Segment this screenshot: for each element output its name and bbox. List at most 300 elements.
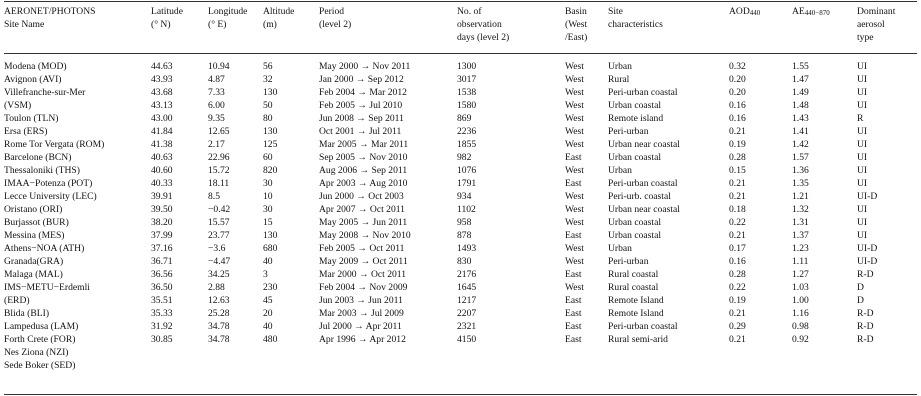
table-row [4, 320, 911, 333]
cell-altitude: 80 [263, 113, 273, 124]
cell-altitude: 130 [263, 87, 278, 98]
cell-latitude: 40.33 [151, 178, 173, 189]
cell-aod: 0.22 [729, 217, 746, 228]
cell-latitude: 31.92 [151, 321, 173, 332]
cell-longitude: 12.63 [208, 295, 230, 306]
cell-longitude: 2.88 [208, 282, 225, 293]
table-row [4, 56, 911, 73]
cell-longitude: 4.87 [208, 74, 225, 85]
cell-latitude: 39.91 [151, 191, 173, 202]
header-latitude: Latitude (° N) [151, 6, 183, 30]
cell-longitude: −0.42 [208, 204, 231, 215]
cell-latitude: 30.85 [151, 334, 173, 345]
cell-altitude: 50 [263, 100, 273, 111]
cell-aod: 0.15 [729, 165, 746, 176]
cell-longitude [208, 346, 263, 359]
cell-site-name: Athens−NOA (ATH) [4, 243, 85, 254]
cell-ae: 1.37 [792, 230, 809, 241]
cell-site-characteristics: Urban [608, 61, 632, 72]
cell-period: Apr 2007 → Oct 2011 [319, 204, 405, 215]
cell-observation-days: 982 [457, 152, 472, 163]
header-aerosol-type: Dominant aerosol type [857, 6, 896, 43]
cell-altitude: 130 [263, 230, 278, 241]
cell-site-name: IMAA−Potenza (POT) [4, 178, 93, 189]
cell-period: Apr 2003 → Aug 2010 [319, 178, 408, 189]
table-row [4, 125, 911, 138]
cell-site-characteristics: Urban [608, 165, 632, 176]
cell-aod [729, 346, 792, 359]
cell-site-characteristics: Urban near coastal [608, 139, 680, 150]
cell-site-characteristics: Remote island [608, 113, 664, 124]
cell-observation-days: 1493 [457, 243, 477, 254]
cell-aod: 0.21 [729, 178, 746, 189]
cell-aerosol-type: UI [857, 139, 868, 150]
cell-aod: 0.18 [729, 204, 746, 215]
cell-basin [565, 359, 608, 372]
cell-site-characteristics: Urban [608, 243, 632, 254]
cell-altitude: 680 [263, 243, 278, 254]
cell-period: Mar 2003 → Jul 2009 [319, 308, 404, 319]
cell-period: May 2009 → Oct 2011 [319, 256, 408, 267]
cell-basin: West [565, 217, 584, 228]
table-row [4, 346, 911, 359]
cell-observation-days: 4150 [457, 334, 477, 345]
cell-altitude: 130 [263, 126, 278, 137]
cell-altitude: 3 [263, 269, 268, 280]
cell-site-name: Ersa (ERS) [4, 126, 48, 137]
cell-observation-days: 2207 [457, 308, 477, 319]
table-row [4, 112, 911, 125]
cell-latitude [151, 346, 208, 359]
cell-site-characteristics [608, 359, 729, 372]
cell-ae: 1.00 [792, 295, 809, 306]
cell-site-name: Blida (BLI) [4, 308, 50, 319]
cell-latitude: 36.50 [151, 282, 173, 293]
cell-altitude: 10 [263, 191, 273, 202]
cell-longitude: 34.78 [208, 321, 230, 332]
table-header-row [4, 2, 911, 56]
cell-latitude: 40.63 [151, 152, 173, 163]
table-row [4, 268, 911, 281]
cell-ae: 1.23 [792, 243, 809, 254]
cell-altitude: 820 [263, 165, 278, 176]
cell-longitude [208, 359, 263, 372]
cell-observation-days: 1645 [457, 282, 477, 293]
cell-altitude: 45 [263, 295, 273, 306]
cell-altitude: 30 [263, 178, 273, 189]
cell-longitude: 12.65 [208, 126, 230, 137]
header-aod: $AOD_{440}$ [729, 6, 761, 17]
cell-period [319, 359, 457, 372]
cell-aerosol-type: UI [857, 204, 868, 215]
cell-site-name: Avignon (AVI) [4, 74, 62, 85]
cell-site-name: Lecce University (LEC) [4, 191, 97, 202]
table-row [4, 333, 911, 346]
cell-site-characteristics: Peri-urban [608, 256, 649, 267]
cell-observation-days: 878 [457, 230, 472, 241]
cell-latitude: 43.93 [151, 74, 173, 85]
table-bottom-rule [4, 394, 917, 395]
cell-observation-days: 869 [457, 113, 472, 124]
cell-altitude: 40 [263, 321, 273, 332]
cell-aerosol-type: R-D [857, 321, 874, 332]
cell-period: Jun 2000 → Oct 2003 [319, 191, 404, 202]
table-row [4, 190, 911, 203]
cell-latitude: 35.51 [151, 295, 173, 306]
table-row [4, 164, 911, 177]
table-row [4, 203, 911, 216]
cell-basin: West [565, 100, 584, 111]
cell-site-name: Barcelone (BCN) [4, 152, 72, 163]
cell-ae: 1.32 [792, 204, 809, 215]
cell-observation-days: 1300 [457, 61, 477, 72]
table-row [4, 177, 911, 190]
cell-period: May 2000 → Nov 2011 [319, 61, 411, 72]
cell-latitude: 39.50 [151, 204, 173, 215]
cell-basin: West [565, 74, 584, 85]
cell-period: May 2005 → Jun 2011 [319, 217, 408, 228]
cell-aerosol-type [857, 359, 911, 372]
aeronet-sites-table [4, 2, 911, 372]
cell-aerosol-type: D [857, 282, 864, 293]
table-row [4, 242, 911, 255]
cell-observation-days [457, 346, 565, 359]
cell-site-characteristics: Urban near coastal [608, 204, 680, 215]
cell-observation-days: 1076 [457, 165, 477, 176]
cell-longitude: −3.6 [208, 243, 226, 254]
cell-latitude: 43.13 [151, 100, 173, 111]
cell-basin: East [565, 295, 582, 306]
cell-observation-days: 2321 [457, 321, 477, 332]
cell-site-characteristics: Remote Island [608, 295, 664, 306]
cell-ae: 1.57 [792, 152, 809, 163]
cell-period: Mar 2005 → Mar 2011 [319, 139, 409, 150]
cell-site-name: Malaga (MAL) [4, 269, 63, 280]
cell-latitude: 40.60 [151, 165, 173, 176]
cell-observation-days: 2236 [457, 126, 477, 137]
cell-ae: 1.35 [792, 178, 809, 189]
cell-longitude: 25.28 [208, 308, 230, 319]
cell-site-name: Burjassot (BUR) [4, 217, 69, 228]
cell-aerosol-type: UI-D [857, 191, 878, 202]
cell-period: Apr 1996 → Apr 2012 [319, 334, 406, 345]
cell-aod: 0.21 [729, 191, 746, 202]
cell-aerosol-type: UI [857, 152, 868, 163]
cell-observation-days: 934 [457, 191, 472, 202]
cell-altitude: 480 [263, 334, 278, 345]
cell-altitude: 60 [263, 152, 273, 163]
cell-site-characteristics: Peri-urban coastal [608, 321, 678, 332]
cell-longitude: 18.11 [208, 178, 230, 189]
table-body [4, 56, 911, 372]
cell-basin: East [565, 152, 582, 163]
cell-aerosol-type: UI [857, 230, 868, 241]
cell-ae: 1.48 [792, 100, 809, 111]
cell-basin: West [565, 113, 584, 124]
cell-aod: 0.22 [729, 282, 746, 293]
cell-longitude: 34.25 [208, 269, 230, 280]
cell-aod: 0.19 [729, 295, 746, 306]
cell-observation-days: 1580 [457, 100, 477, 111]
table-row [4, 216, 911, 229]
cell-latitude: 41.84 [151, 126, 173, 137]
cell-site-name: Nes Ziona (NZI) [4, 347, 69, 358]
cell-aod: 0.16 [729, 100, 746, 111]
cell-aerosol-type: R [857, 113, 864, 124]
cell-longitude: 2.17 [208, 139, 225, 150]
cell-site-name: (VSM) [4, 100, 32, 111]
cell-aod: 0.16 [729, 256, 746, 267]
cell-longitude: 15.57 [208, 217, 230, 228]
cell-aerosol-type: D [857, 295, 864, 306]
cell-ae: 1.03 [792, 282, 809, 293]
cell-basin: East [565, 334, 582, 345]
header-site-name: AERONET/PHOTONS Site Name [4, 6, 96, 30]
header-basin: Basin (West /East) [565, 6, 588, 43]
cell-observation-days: 3017 [457, 74, 477, 85]
cell-ae: 1.41 [792, 126, 809, 137]
cell-observation-days: 1791 [457, 178, 477, 189]
cell-latitude: 37.16 [151, 243, 173, 254]
cell-observation-days: 1217 [457, 295, 477, 306]
cell-site-characteristics: Urban coastal [608, 152, 662, 163]
cell-aerosol-type: UI-D [857, 256, 878, 267]
cell-aerosol-type: R-D [857, 334, 874, 345]
cell-period: Jan 2000 → Sep 2012 [319, 74, 404, 85]
cell-site-characteristics: Peri-urban coastal [608, 87, 678, 98]
cell-ae [792, 359, 857, 372]
cell-basin: West [565, 126, 584, 137]
cell-site-name: IMS−METU−Erdemli [4, 282, 90, 293]
table-row [4, 281, 911, 294]
cell-aod: 0.16 [729, 113, 746, 124]
cell-site-name: (ERD) [4, 295, 30, 306]
cell-ae: 1.36 [792, 165, 809, 176]
cell-site-characteristics: Rural coastal [608, 269, 659, 280]
cell-ae: 1.11 [792, 256, 809, 267]
cell-ae: 1.47 [792, 74, 809, 85]
cell-longitude: 15.72 [208, 165, 230, 176]
cell-period: Feb 2005 → Oct 2011 [319, 243, 405, 254]
cell-site-name: Oristano (ORI) [4, 204, 63, 215]
cell-latitude: 38.20 [151, 217, 173, 228]
table-row [4, 294, 911, 307]
cell-latitude: 36.56 [151, 269, 173, 280]
cell-longitude: −4.47 [208, 256, 231, 267]
cell-site-characteristics: Peri-urb. coastal [608, 191, 671, 202]
cell-site-name: Rome Tor Vergata (ROM) [4, 139, 105, 150]
cell-aerosol-type: UI [857, 61, 868, 72]
cell-ae: 0.92 [792, 334, 809, 345]
cell-basin: East [565, 178, 582, 189]
header-observation-days: No. of observation days (level 2) [457, 6, 510, 43]
cell-observation-days: 830 [457, 256, 472, 267]
cell-period: Feb 2004 → Mar 2012 [319, 87, 407, 98]
cell-observation-days: 1855 [457, 139, 477, 150]
cell-period: Jun 2008 → Sep 2011 [319, 113, 404, 124]
cell-longitude: 10.94 [208, 61, 230, 72]
cell-site-characteristics: Urban coastal [608, 230, 662, 241]
cell-longitude: 7.33 [208, 87, 225, 98]
cell-period: Jun 2003 → Jun 2011 [319, 295, 403, 306]
cell-aod: 0.21 [729, 126, 746, 137]
cell-period: Jul 2000 → Apr 2011 [319, 321, 402, 332]
table-row [4, 229, 911, 242]
cell-observation-days: 2176 [457, 269, 477, 280]
cell-ae: 1.43 [792, 113, 809, 124]
cell-period: Oct 2001 → Jul 2011 [319, 126, 402, 137]
table-row [4, 138, 911, 151]
cell-aod [729, 359, 792, 372]
cell-aod: 0.19 [729, 139, 746, 150]
cell-basin: West [565, 61, 584, 72]
cell-ae: 1.42 [792, 139, 809, 150]
cell-site-characteristics: Peri-urban [608, 126, 649, 137]
cell-altitude: 30 [263, 204, 273, 215]
cell-observation-days: 1102 [457, 204, 476, 215]
cell-ae: 1.31 [792, 217, 809, 228]
cell-altitude: 125 [263, 139, 278, 150]
cell-basin: West [565, 87, 584, 98]
cell-aerosol-type: UI [857, 87, 868, 98]
cell-aod: 0.20 [729, 74, 746, 85]
cell-period: Mar 2000 → Oct 2011 [319, 269, 407, 280]
cell-aod: 0.20 [729, 87, 746, 98]
cell-aod: 0.21 [729, 308, 746, 319]
header-period: Period (level 2) [319, 6, 352, 30]
cell-aod: 0.29 [729, 321, 746, 332]
cell-period: Feb 2004 → Nov 2009 [319, 282, 408, 293]
table-row [4, 99, 911, 112]
cell-aod: 0.21 [729, 334, 746, 345]
table-row [4, 73, 911, 86]
cell-basin: West [565, 256, 584, 267]
cell-basin [565, 346, 608, 359]
cell-altitude: 56 [263, 61, 273, 72]
cell-longitude: 22.96 [208, 152, 230, 163]
cell-aerosol-type: UI [857, 100, 868, 111]
cell-longitude: 34.78 [208, 334, 230, 345]
cell-site-name: Villefranche-sur-Mer [4, 87, 86, 98]
cell-altitude: 20 [263, 308, 273, 319]
cell-aerosol-type: UI-D [857, 243, 878, 254]
cell-ae: 1.21 [792, 191, 809, 202]
cell-latitude: 44.63 [151, 61, 173, 72]
cell-ae: 1.27 [792, 269, 809, 280]
cell-ae: 1.16 [792, 308, 809, 319]
cell-basin: West [565, 139, 584, 150]
cell-longitude: 9.35 [208, 113, 225, 124]
cell-longitude: 8.5 [208, 191, 220, 202]
cell-ae: 1.55 [792, 61, 809, 72]
cell-aerosol-type: R-D [857, 269, 874, 280]
cell-altitude: 15 [263, 217, 273, 228]
cell-latitude: 43.00 [151, 113, 173, 124]
cell-period [319, 346, 457, 359]
cell-altitude: 40 [263, 256, 273, 267]
cell-site-name: Messina (MES) [4, 230, 65, 241]
cell-aerosol-type: UI [857, 178, 868, 189]
header-altitude: Altitude (m) [263, 6, 295, 30]
cell-aerosol-type: UI [857, 217, 868, 228]
table-row [4, 86, 911, 99]
cell-observation-days: 1538 [457, 87, 477, 98]
table-row [4, 359, 911, 372]
cell-aerosol-type: UI [857, 165, 868, 176]
cell-site-characteristics: Rural coastal [608, 282, 659, 293]
cell-latitude [151, 359, 208, 372]
cell-site-name: Sede Boker (SED) [4, 360, 76, 371]
cell-altitude [263, 346, 319, 359]
cell-basin: West [565, 243, 584, 254]
cell-basin: East [565, 308, 582, 319]
cell-aerosol-type: R-D [857, 308, 874, 319]
cell-site-name: Thessaloniki (THS) [4, 165, 80, 176]
cell-latitude: 43.68 [151, 87, 173, 98]
cell-latitude: 41.38 [151, 139, 173, 150]
cell-site-name: Forth Crete (FOR) [4, 334, 76, 345]
cell-ae: 0.98 [792, 321, 809, 332]
cell-aerosol-type: UI [857, 74, 868, 85]
cell-altitude: 32 [263, 74, 273, 85]
cell-site-characteristics: Remote Island [608, 308, 664, 319]
table-row [4, 255, 911, 268]
cell-latitude: 36.71 [151, 256, 173, 267]
cell-longitude: 6.00 [208, 100, 225, 111]
cell-aerosol-type [857, 346, 911, 359]
cell-site-characteristics: Peri-urban coastal [608, 178, 678, 189]
cell-observation-days: 958 [457, 217, 472, 228]
cell-period: May 2008 → Nov 2010 [319, 230, 411, 241]
cell-site-characteristics [608, 346, 729, 359]
cell-site-name: Granada(GRA) [4, 256, 64, 267]
cell-longitude: 23.77 [208, 230, 230, 241]
cell-period: Feb 2005 → Jul 2010 [319, 100, 403, 111]
cell-site-name: Modena (MOD) [4, 61, 67, 72]
cell-basin: West [565, 191, 584, 202]
cell-site-name: Toulon (TLN) [4, 113, 59, 124]
cell-period: Sep 2005 → Nov 2010 [319, 152, 408, 163]
cell-aod: 0.17 [729, 243, 746, 254]
header-site-characteristics: Site characteristics [608, 6, 663, 30]
cell-basin: West [565, 204, 584, 215]
cell-aerosol-type: UI [857, 126, 868, 137]
cell-aod: 0.21 [729, 230, 746, 241]
cell-altitude: 230 [263, 282, 278, 293]
cell-basin: West [565, 282, 584, 293]
cell-basin: East [565, 321, 582, 332]
cell-site-characteristics: Urban coastal [608, 217, 662, 228]
cell-observation-days [457, 359, 565, 372]
cell-ae [792, 346, 857, 359]
cell-altitude [263, 359, 319, 372]
cell-site-characteristics: Rural semi-arid [608, 334, 668, 345]
cell-aod: 0.32 [729, 61, 746, 72]
table-row [4, 307, 911, 320]
cell-basin: East [565, 230, 582, 241]
cell-aod: 0.28 [729, 152, 746, 163]
cell-latitude: 35.33 [151, 308, 173, 319]
header-longitude: Longitude (° E) [208, 6, 248, 30]
cell-ae: 1.49 [792, 87, 809, 98]
cell-basin: West [565, 165, 584, 176]
cell-period: Aug 2006 → Sep 2011 [319, 165, 408, 176]
header-ae: $AE_{440-870}$ [792, 6, 830, 17]
cell-basin: East [565, 269, 582, 280]
cell-aod: 0.28 [729, 269, 746, 280]
cell-site-characteristics: Urban coastal [608, 100, 662, 111]
cell-site-name: Lampedusa (LAM) [4, 321, 79, 332]
